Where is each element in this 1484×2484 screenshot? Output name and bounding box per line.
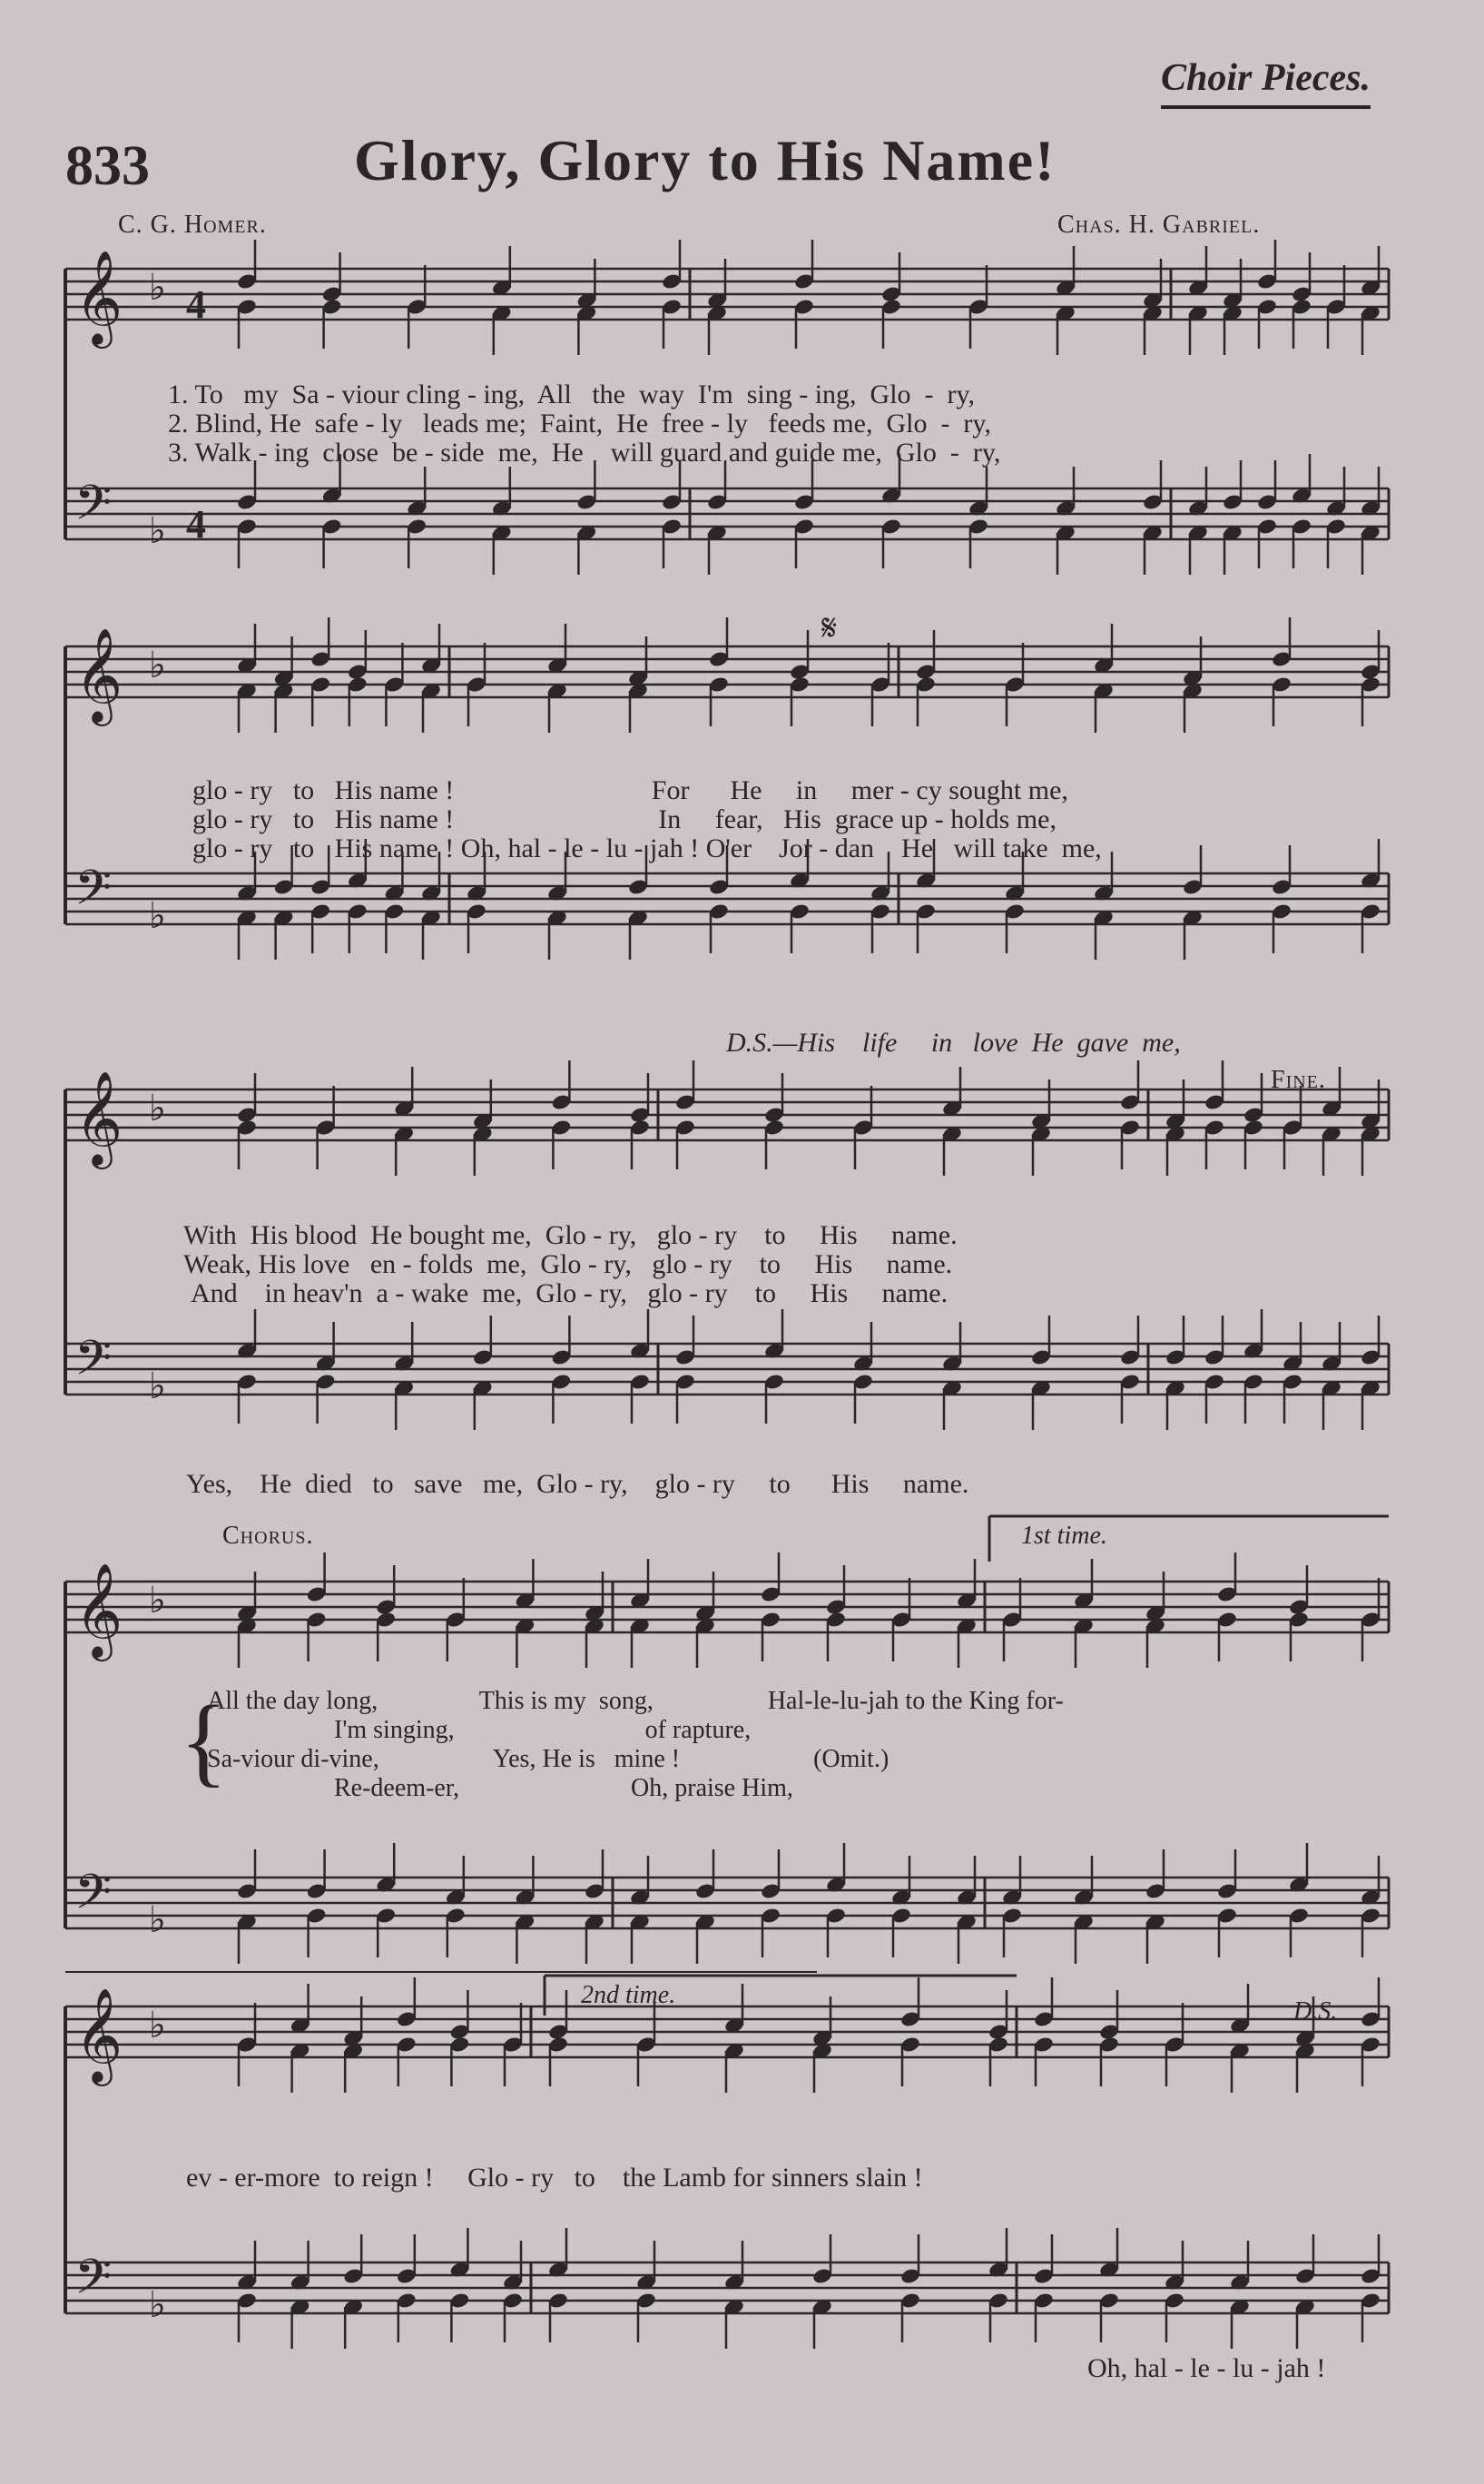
bass-clef: 𝄢	[74, 1865, 113, 1932]
bass-clef: 𝄢	[74, 476, 113, 543]
system3-verse2: Weak, His love en - folds me, Glo - ry, glo - ry to His name.	[183, 1249, 953, 1279]
fine-mark: Fine.	[1271, 1066, 1326, 1094]
flat-key-signature: ♭	[149, 2005, 166, 2046]
flat-key-signature: ♭	[149, 1580, 166, 1622]
section-label: Choir Pieces.	[1161, 56, 1371, 109]
flat-key-signature: ♭	[149, 895, 166, 937]
system1-verse3: 3. Walk - ing close be - side me, He will guard and guide me, Glo - ry,	[168, 438, 1001, 468]
system3-verse3: And in heav'n a - wake me, Glo - ry, glo - ry to His name.	[191, 1278, 948, 1308]
treble-clef: 𝄞	[74, 1562, 123, 1658]
composer-credit: Chas. H. Gabriel.	[1057, 211, 1261, 239]
hymn-title: Glory, Glory to His Name!	[354, 128, 1056, 192]
time-signature: 4	[186, 282, 206, 327]
flat-key-signature: ♭	[149, 645, 166, 686]
ds-mark: D.S.	[1293, 1997, 1338, 2026]
system2-verse3: glo - ry to His name ! Oh, hal - le - lu - jah ! O'er Jor - dan He will take me,	[192, 833, 1102, 863]
system3-verse1: With His blood He bought me, Glo - ry, glo - ry to His name.	[183, 1220, 958, 1250]
system1-verse2: 2. Blind, He safe - ly leads me; Faint, He free - ly feeds me, Glo - ry,	[168, 409, 991, 439]
chorus-line3: Sa-viour di-vine, Yes, He is mine ! (Omit.)	[207, 1745, 889, 1773]
system5-lyric: ev - er-more to reign ! Glo - ry to the Lamb for sinners slain !	[186, 2163, 923, 2193]
chorus-line4: Re-deem-er, Oh, praise Him,	[207, 1774, 793, 1802]
chorus-brace: {	[180, 1685, 228, 1796]
second-time-mark: 2nd time.	[581, 1981, 676, 2009]
chorus-label: Chorus.	[222, 1522, 314, 1550]
flat-key-signature: ♭	[149, 267, 166, 309]
first-time-mark: 1st time.	[1021, 1522, 1107, 1550]
treble-clef: 𝄞	[74, 1070, 123, 1166]
flat-key-signature: ♭	[149, 2284, 166, 2326]
treble-clef: 𝄞	[74, 1987, 123, 2083]
bass-clef: 𝄢	[74, 861, 113, 928]
flat-key-signature: ♭	[149, 1088, 166, 1129]
time-signature: 4	[186, 502, 206, 547]
author-credit: C. G. Homer.	[118, 211, 267, 239]
system2-verse2: glo - ry to His name ! In fear, His grace up - holds me,	[192, 804, 1056, 834]
bass-clef: 𝄢	[74, 2250, 113, 2317]
bass-clef: 𝄢	[74, 1331, 113, 1398]
treble-clef: 𝄞	[74, 250, 123, 345]
chorus-line2: I'm singing, of rapture,	[207, 1716, 752, 1744]
flat-key-signature: ♭	[149, 510, 166, 552]
system1-verse1: 1. To my Sa - viour cling - ing, All the way I'm sing - ing, Glo - ry,	[168, 380, 976, 409]
segno-sign: 𝄋	[821, 607, 838, 648]
treble-clef: 𝄞	[74, 627, 123, 723]
flat-key-signature: ♭	[149, 1899, 166, 1941]
system3-bass-lyric: Yes, He died to save me, Glo - ry, glo - ry to His name.	[186, 1469, 969, 1499]
chorus-line1: All the day long, This is my song, Hal-le-lu-jah to the King for-	[207, 1687, 1064, 1715]
flat-key-signature: ♭	[149, 1365, 166, 1407]
system2-verse1: glo - ry to His name ! For He in mer - cy sought me,	[192, 775, 1068, 805]
ds-lyric-line: D.S.—His life in love He gave me,	[726, 1028, 1181, 1058]
hymn-number: 833	[65, 135, 150, 197]
system5-bass-lyric: Oh, hal - le - lu - jah !	[1087, 2353, 1326, 2383]
